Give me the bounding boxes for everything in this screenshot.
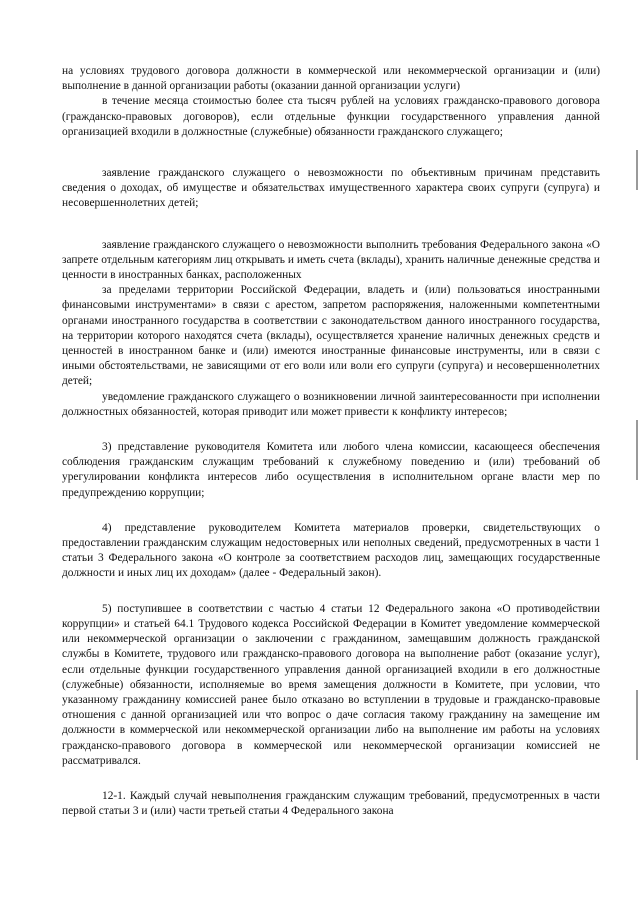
paragraph-contract-value: в течение месяца стоимостью более ста тысяч рублей на условиях гражданско-правового договора (гражданско-правовых договоров), если отдельные функции государственного управления данной организацией входили в должностные (служебные) обязанности гражданского служащего; bbox=[62, 95, 600, 138]
paragraph-item-3: 3) представление руководителя Комитета или любого члена комиссии, касающееся обеспечения соблюдения гражданским служащим требований к служебному поведению и (или) требований об урегулировании конфликта интересов либо осуществления в исполнительном органе власти мер по предупреждению коррупции; bbox=[62, 441, 600, 499]
document-body bbox=[62, 64, 600, 819]
paragraph-item-4: 4) представление руководителем Комитета материалов проверки, свидетельствующих о предоставлении гражданским служащим недостоверных или неполных сведений, предусмотренных в части 1 статьи 3 Федерального закона «О контроле за соответствием расходов лиц, замещающих государственные должности и иных лиц их доходам» (далее - Федеральный закон). bbox=[62, 521, 600, 580]
paragraph-foreign-accounts-statement: заявление гражданского служащего о невозможности выполнить требования Федерального закона «О запрете отдельным категориям лиц открывать и иметь счета (вклады), хранить наличные денежные средства и ценности в иностранных банках, расположенных bbox=[62, 238, 600, 282]
paragraph-12-1: 12-1. Каждый случай невыполнения гражданским служащим требований, предусмотренных в части первой статьи 3 и (или) части третьей статьи 4 Федерального закона bbox=[62, 789, 600, 818]
scan-edge-mark bbox=[636, 150, 638, 190]
scan-edge-mark bbox=[636, 420, 638, 480]
paragraph-foreign-accounts-details: за пределами территории Российской Федерации, владеть и (или) пользоваться иностранными финансовыми инструментами» в связи с арестом, запретом распоряжения, наложенными компетентными органами иностранного государства в соответствии с законодательством данного иностранного государства, на территории которого находятся счета (вклады), осуществляется хранение наличных денежных средств и ценностей в иностранном банке и (или) имеются иностранные финансовые инструменты, или в связи с иными обстоятельствами, не зависящими от его воли или воли его супруги (супруга) и несовершеннолетних детей; bbox=[62, 284, 600, 388]
paragraph-continuation: на условиях трудового договора должности в коммерческой или некоммерческой организации и (или) выполнение в данной организации работы (оказании данной организации услуги) bbox=[62, 65, 600, 93]
paragraph-item-5: 5) поступившее в соответствии с частью 4 статьи 12 Федерального закона «О противодействии коррупции» и статьей 64.1 Трудового кодекса Российской Федерации в Комитет уведомление коммерческой или некоммерческой организации о заключении с гражданином, замещавшим должность гражданской службы в Комитете, трудового или гражданско-правового договора на выполнение работ (оказание услуг), если отдельные функции государственного управления данной организацией входили в его должностные (служебные) обязанности, исполняемые во время замещения должности в Комитете, при условии, что указанному гражданину комиссией ранее было отказано во вступлении в трудовые и гражданско-правовые отношения с данной организацией или что вопрос о даче согласия такому гражданину на замещение им должности в коммерческой или некоммерческой организации либо на выполнение им работы на условиях гражданско-правового договора в коммерческой или некоммерческой организации комиссией не рассматривался. bbox=[62, 602, 600, 767]
paragraph-income-statement: заявление гражданского служащего о невозможности по объективным причинам представить сведения о доходах, об имуществе и обязательствах имущественного характера своих супруги (супруга) и несовершеннолетних детей; bbox=[62, 167, 600, 210]
scan-edge-mark bbox=[636, 690, 638, 760]
paragraph-conflict-notice: уведомление гражданского служащего о возникновении личной заинтересованности при исполнении должностных обязанностей, которая приводит или может привести к конфликту интересов; bbox=[62, 390, 600, 418]
